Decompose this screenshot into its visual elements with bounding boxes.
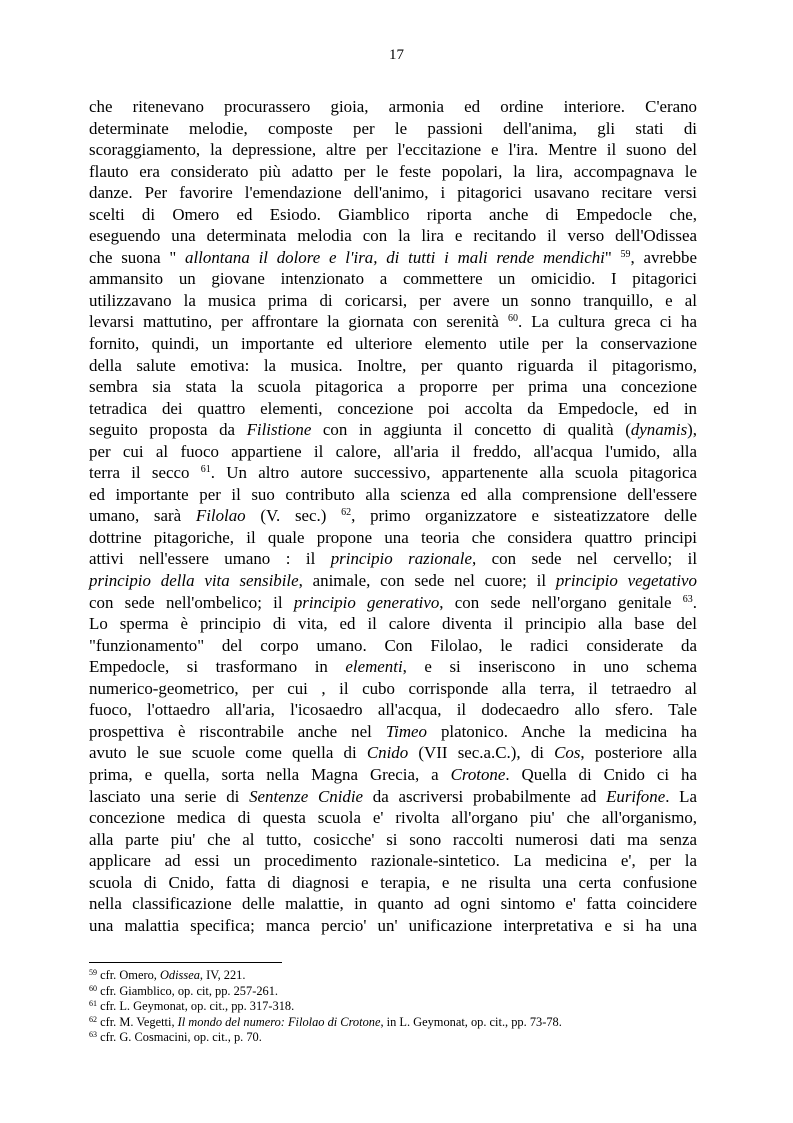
text-line: [89, 635, 697, 657]
text-run: , posteriore alla: [580, 743, 697, 763]
text-line: [89, 548, 697, 570]
text-run: scoraggiamento, la depressione, altre per l'eccitazione e l'ira. Mentre il suono del: [89, 140, 697, 160]
text-line: [89, 161, 697, 183]
text-line: [89, 462, 697, 484]
text-line: [89, 570, 697, 592]
text-run: attivi nell'essere umano : il: [89, 549, 331, 569]
text-run: fornito, quindi, un importante ed ulteriore elemento utile per la conservazione: [89, 334, 697, 354]
italic-text: Crotone: [450, 764, 506, 784]
text-run: , primo organizzatore e sisteatizzatore delle: [351, 506, 697, 526]
footnotes: [89, 968, 697, 1046]
text-run: determinate melodie, composte per le passioni dell'anima, gli stati di: [89, 118, 697, 138]
text-run: , avrebbe: [630, 247, 697, 267]
text-line: [89, 721, 697, 743]
text-run: (VII sec.a.C.), di: [408, 743, 555, 763]
italic-text: Filolao: [195, 506, 246, 526]
text-line: [89, 742, 697, 764]
text-run: utilizzavano la musica prima di coricarsi, per avere un sonno tranquillo, e al: [89, 290, 697, 310]
text-line: [89, 850, 697, 872]
text-run: terra il secco: [89, 463, 201, 483]
italic-text: principio generativo: [293, 592, 440, 612]
text-line: [89, 613, 697, 635]
text-line: [89, 764, 697, 786]
italic-text: Cos: [554, 743, 581, 763]
italic-text: principio della vita sensibile: [89, 571, 299, 591]
footnote-ref: 60: [507, 313, 518, 325]
italic-text: Sentenze Cnidie: [249, 786, 364, 806]
italic-text: Cnido: [366, 743, 409, 763]
text-run: scuola di Cnido, fatta di diagnosi e terapia, e ne risulta una certa confusione: [89, 872, 697, 892]
text-line: [89, 96, 697, 118]
text-line: [89, 656, 697, 678]
text-run: umano, sarà: [89, 506, 196, 526]
text-run: platonico. Anche la medicina ha: [427, 721, 697, 741]
text-run: per cui al fuoco appartiene il calore, all'aria il freddo, all'acqua l'umido, alla: [89, 441, 697, 461]
footnote: [89, 1015, 697, 1031]
text-run: ),: [687, 420, 697, 440]
text-run: concezione medica di questa scuola e' rivolta all'organo piu' che all'organismo,: [89, 808, 697, 828]
text-run: "funzionamento" del corpo umano. Con Filolao, le radici considerate da: [89, 635, 697, 655]
text-line: [89, 893, 697, 915]
footnote: [89, 1030, 697, 1046]
text-line: [89, 419, 697, 441]
text-run: , con sede nell'organo genitale: [439, 592, 683, 612]
text-run: levarsi mattutino, per affrontare la giornata con serenità: [89, 312, 508, 332]
text-run: flauto era considerato più adatto per le feste popolari, la lira, accompagnava le: [89, 161, 697, 181]
text-line: [89, 118, 697, 140]
text-line: [89, 311, 697, 333]
italic-text: principio razionale: [330, 549, 472, 569]
text-run: numerico-geometrico, per cui , il cubo corrisponde alla terra, il tetraedro al: [89, 678, 697, 698]
text-line: [89, 398, 697, 420]
text-run: alla parte piu' che al tutto, cosicche' si sono raccolti numerosi dati ma senza: [89, 829, 697, 849]
text-run: cfr. G. Cosmacini, op. cit., p. 70.: [97, 1030, 262, 1044]
italic-text: dynamis: [630, 420, 688, 440]
text-line: [89, 872, 697, 894]
text-run: (V. sec.): [245, 506, 342, 526]
text-line: [89, 441, 697, 463]
text-run: , con sede nel cervello; il: [471, 549, 698, 569]
text-line: [89, 139, 697, 161]
footnote-separator: [89, 962, 282, 963]
text-line: [89, 268, 697, 290]
text-line: [89, 182, 697, 204]
footnote-ref: 61: [200, 464, 211, 476]
text-run: . La cultura greca ci ha: [517, 312, 697, 332]
text-run: seguito proposta da: [89, 420, 247, 440]
footnote: [89, 968, 697, 984]
text-line: [89, 225, 697, 247]
text-line: [89, 786, 697, 808]
text-run: scelti di Omero ed Esiodo. Giamblico riporta anche di Empedocle che,: [89, 204, 697, 224]
text-run: . Un altro autore successivo, appartenente alla scuola pitagorica: [210, 463, 697, 483]
footnote: [89, 999, 697, 1015]
text-run: prima, e quella, sorta nella Magna Grecia, a: [89, 764, 451, 784]
text-run: applicare ad essi un procedimento razionale-sintetico. La medicina e', per la: [89, 851, 697, 871]
text-run: dottrine pitagoriche, il quale propone una teoria che considera quattro principi: [89, 527, 697, 547]
page-number: 17: [389, 47, 404, 63]
text-run: . La: [665, 786, 698, 806]
text-line: [89, 333, 697, 355]
text-run: con sede nell'ombelico; il: [89, 592, 294, 612]
text-run: , e si inseriscono in uno schema: [402, 657, 697, 677]
text-line: [89, 678, 697, 700]
text-run: da ascriversi probabilmente ad: [363, 786, 607, 806]
text-run: Lo sperma è principio di vita, ed il calore diventa il principio alla base del: [89, 614, 697, 634]
text-run: prospettiva è riscontrabile anche nel: [89, 721, 386, 741]
text-run: cfr. M. Vegetti,: [97, 1014, 178, 1029]
text-run: cfr. Giamblico, op. cit, pp. 257-261.: [97, 983, 279, 998]
italic-text: principio vegetativo: [555, 571, 697, 591]
text-run: sembra sia stata la scuola pitagorica a proporre per prima una concezione: [89, 377, 697, 397]
text-run: ammansito un giovane intenzionato a commettere un omicidio. I pitagorici: [89, 269, 697, 289]
text-run: ": [604, 247, 621, 267]
text-line: [89, 247, 697, 269]
italic-text: Timeo: [385, 721, 427, 741]
text-run: cfr. Omero,: [97, 968, 160, 982]
text-line: [89, 527, 697, 549]
text-run: . Quella di Cnido ci ha: [505, 764, 697, 784]
italic-text: Odissea: [159, 968, 200, 982]
text-run: , IV, 221.: [199, 968, 246, 982]
text-line: [89, 592, 697, 614]
text-run: Empedocle, si trasformano in: [89, 657, 346, 677]
italic-text: elementi: [345, 657, 403, 677]
italic-text: Eurifone: [606, 786, 666, 806]
footnote-ref: 59: [89, 968, 97, 977]
italic-text: allontana il dolore e l'ira, di tutti i mali rende mendichi: [185, 247, 605, 267]
footnote-ref: 62: [341, 507, 352, 519]
text-line: [89, 484, 697, 506]
text-run: ed importante per il suo contributo alla scienza ed alla comprensione dell'essere: [89, 484, 697, 504]
text-run: con in aggiunta il concetto di qualità (: [311, 420, 631, 440]
text-line: [89, 807, 697, 829]
text-run: .: [692, 592, 697, 612]
text-run: avuto le sue scuole come quella di: [89, 743, 367, 763]
text-run: , in L. Geymonat, op. cit., pp. 73-78.: [380, 1014, 562, 1029]
text-line: [89, 376, 697, 398]
text-run: danze. Per favorire l'emendazione dell'animo, i pitagorici usavano recitare versi: [89, 183, 697, 203]
text-line: [89, 204, 697, 226]
text-run: che suona ": [89, 247, 186, 267]
italic-text: Filistione: [246, 420, 312, 440]
text-run: cfr. L. Geymonat, op. cit., pp. 317-318.: [97, 999, 295, 1013]
text-run: , animale, con sede nel cuore; il: [298, 571, 556, 591]
text-run: lasciato una serie di: [89, 786, 250, 806]
text-line: [89, 915, 697, 937]
footnote-ref: 59: [620, 248, 631, 260]
text-run: fuoco, l'ottaedro all'aria, l'icosaedro all'acqua, il dodecaedro allo sfero. Tale: [89, 700, 697, 720]
footnote-ref: 60: [89, 983, 97, 993]
text-line: [89, 699, 697, 721]
footnote-ref: 63: [89, 1030, 97, 1039]
text-run: eseguendo una determinata melodia con la lira e recitando il verso dell'Odissea: [89, 226, 697, 246]
text-run: della salute emotiva: la musica. Inoltre, per quanto riguarda il pitagorismo,: [89, 355, 697, 375]
text-run: nella classificazione delle malattie, in quanto ad ogni sintomo e' fatta coincidere: [89, 894, 697, 914]
text-line: [89, 505, 697, 527]
text-line: [89, 829, 697, 851]
text-run: tetradica dei quattro elementi, concezione poi accolta da Empedocle, ed in: [89, 398, 697, 418]
footnote-ref: 63: [682, 593, 693, 605]
text-line: [89, 355, 697, 377]
footnote-ref: 62: [89, 1014, 97, 1024]
text-run: che ritenevano procurassero gioia, armonia ed ordine interiore. C'erano: [89, 97, 697, 116]
footnote: [89, 984, 697, 1000]
text-line: [89, 290, 697, 312]
text-run: una malattia specifica; manca percio' un' unificazione interpretativa e si ha una: [89, 915, 697, 935]
body-text: [89, 96, 697, 936]
footnote-ref: 61: [89, 999, 97, 1008]
italic-text: Il mondo del numero: Filolao di Crotone: [177, 1014, 381, 1029]
